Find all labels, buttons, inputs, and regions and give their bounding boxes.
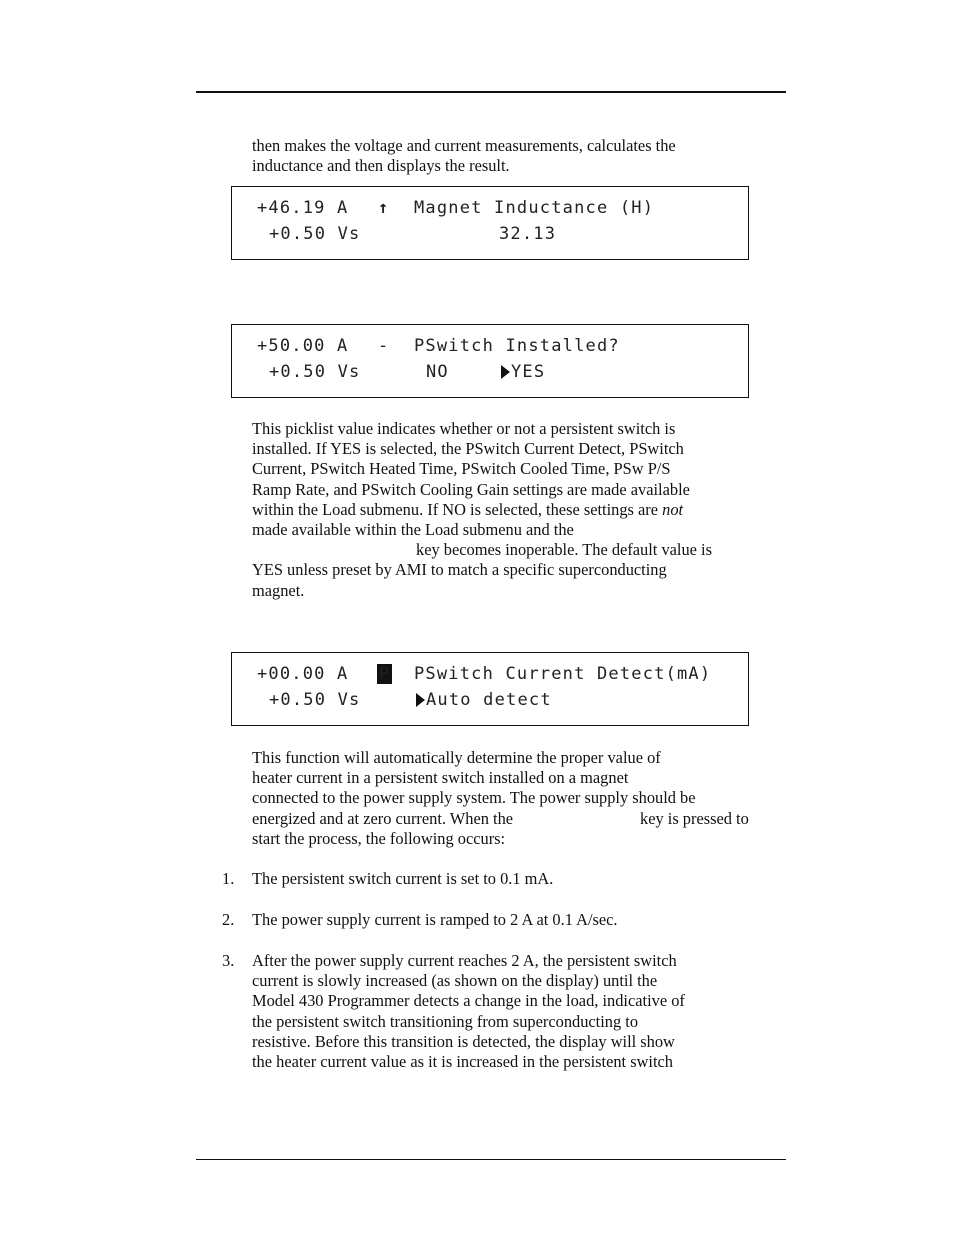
lcd-status: - (378, 336, 390, 356)
text-line: inductance and then displays the result. (252, 156, 510, 176)
lcd-current: +50.00 A (257, 336, 349, 356)
up-arrow-icon: ↑ (378, 198, 390, 218)
selection-pointer-icon (501, 365, 510, 379)
text-line: The persistent switch current is set to 0.1 mA. (252, 869, 554, 888)
current-detect-paragraph (252, 748, 792, 849)
text-line: key becomes inoperable. The default value is (416, 540, 712, 560)
lcd-title: PSwitch Installed? (414, 336, 620, 356)
step-item (252, 951, 792, 1072)
text-line: This picklist value indicates whether or not a persistent switch is (252, 419, 676, 438)
intro-paragraph (252, 136, 792, 176)
option-auto-detect (416, 690, 552, 710)
text-line: current is slowly increased (as shown on the display) until the (252, 971, 658, 991)
text-line: Current, PSwitch Heated Time, PSwitch Cooled Time, PSw P/S (252, 459, 671, 479)
lcd-rate: +0.50 Vs (269, 224, 361, 244)
step-number: 2. (222, 910, 235, 929)
step-item (252, 910, 792, 930)
text-line: energized and at zero current. When the key is pressed to (252, 808, 749, 828)
text-line: within the Load submenu. If NO is selected, these settings are not (252, 499, 684, 519)
lcd-value: 32.13 (499, 224, 557, 244)
text-line: then makes the voltage and current measurements, calculates the (252, 136, 676, 155)
lcd-display-magnet-inductance (231, 186, 749, 260)
text-line: resistive. Before this transition is detected, the display will show (252, 1031, 675, 1051)
emphasis-not: not (662, 499, 684, 519)
lcd-title: PSwitch Current Detect(mA) (414, 664, 712, 684)
lcd-rate: +0.50 Vs (269, 362, 361, 382)
text-line: This function will automatically determine the proper value of (252, 748, 661, 767)
lcd-display-pswitch-current-detect (231, 652, 749, 726)
text-line: Ramp Rate, and PSwitch Cooling Gain settings are made available (252, 479, 690, 499)
text-line: the heater current value as it is increased in the persistent switch (252, 1052, 673, 1072)
lcd-display-pswitch-installed (231, 324, 749, 398)
text-line: start the process, the following occurs: (252, 828, 506, 848)
lcd-status-inverted: P (379, 664, 391, 684)
option-no: NO (426, 362, 449, 382)
step-number: 3. (222, 951, 235, 970)
text-line: The power supply current is ramped to 2 A at 0.1 A/sec. (252, 910, 618, 929)
pswitch-installed-paragraph (252, 419, 792, 601)
option-yes-label: YES (511, 362, 546, 382)
step-item (252, 869, 792, 889)
lcd-current: +46.19 A (257, 198, 349, 218)
text-line: magnet. (252, 580, 305, 600)
text-line: made available within the Load submenu and the (252, 520, 574, 540)
text-line: After the power supply current reaches 2 A, the persistent switch (252, 951, 677, 970)
step-number: 1. (222, 869, 235, 888)
footer-rule (196, 1159, 786, 1160)
selection-pointer-icon (416, 693, 425, 707)
text-line: heater current in a persistent switch installed on a magnet (252, 768, 629, 788)
option-label: Auto detect (426, 690, 552, 710)
option-yes (501, 362, 545, 382)
text-line: installed. If YES is selected, the PSwitch Current Detect, PSwitch (252, 439, 684, 459)
text-line: Model 430 Programmer detects a change in the load, indicative of (252, 991, 685, 1011)
text-line: YES unless preset by AMI to match a specific superconducting (252, 560, 667, 580)
lcd-rate: +0.50 Vs (269, 690, 361, 710)
header-rule (196, 91, 786, 93)
text-line: the persistent switch transitioning from superconducting to (252, 1011, 639, 1031)
text-line: connected to the power supply system. The power supply should be (252, 788, 696, 808)
lcd-title: Magnet Inductance (H) (414, 198, 655, 218)
lcd-current: +00.00 A (257, 664, 349, 684)
